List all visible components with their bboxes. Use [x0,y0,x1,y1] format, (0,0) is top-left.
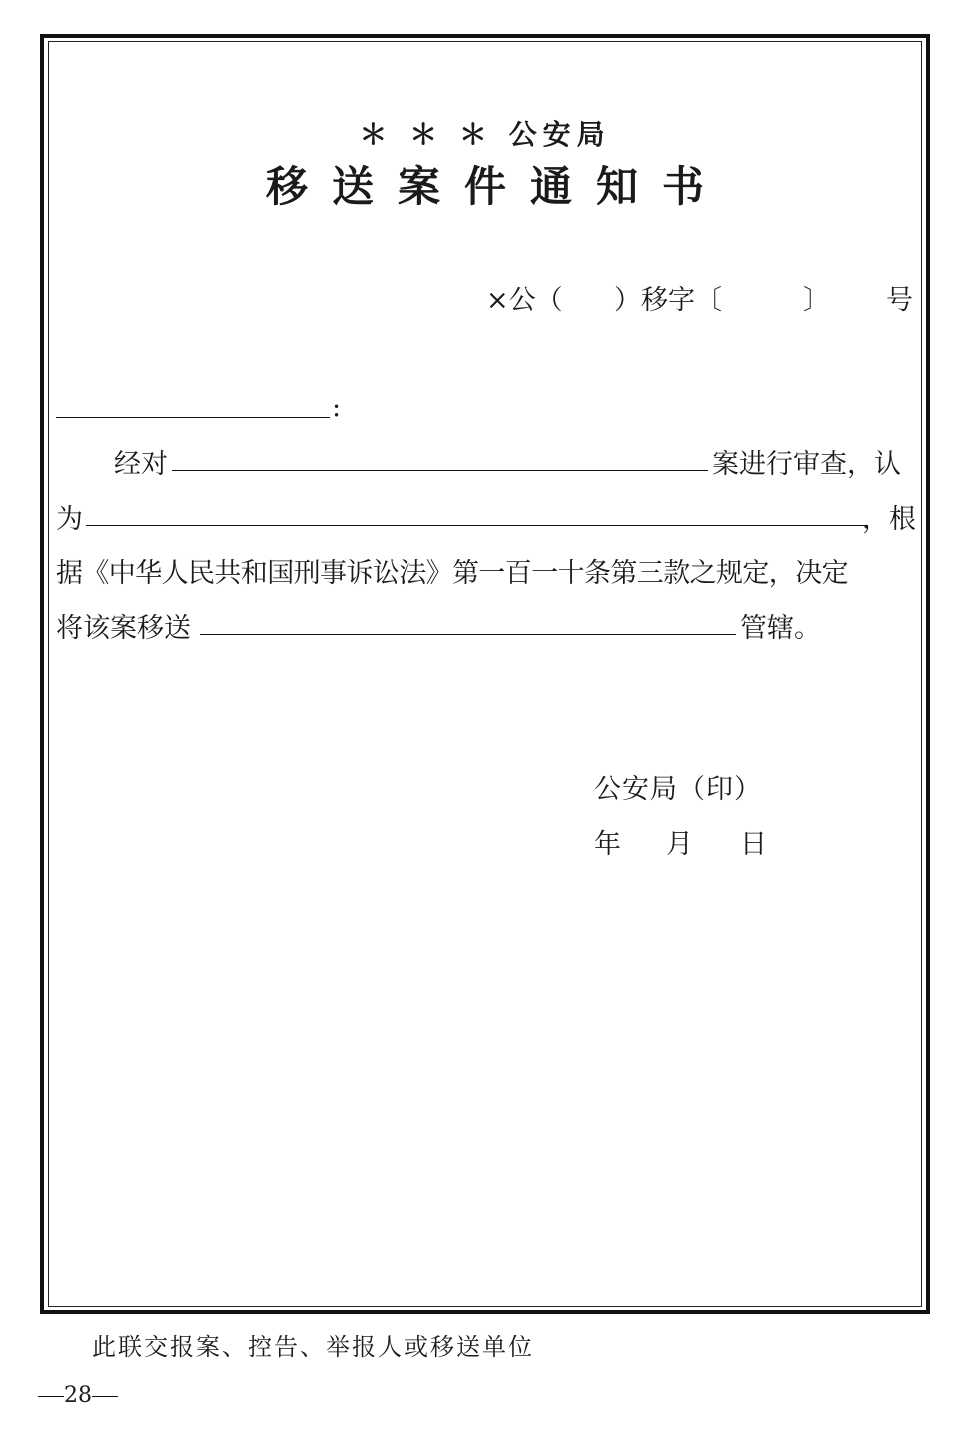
page-dash-left [38,1396,64,1397]
inner-border [48,41,922,1307]
seal-label: 公安局（印） [594,774,762,805]
case-name-blank[interactable] [172,470,708,471]
footer-note: 此联交报案、控告、举报人或移送单位 [92,1333,534,1361]
doc-number-suffix: 〕 [803,285,830,316]
transfer-target-blank[interactable] [200,634,736,635]
addressee-blank[interactable] [56,417,330,418]
body-line2-start: 为 [56,504,83,535]
page-dash-right [92,1396,118,1397]
body-line4-end: 管辖。 [740,613,821,644]
page-number [38,1383,118,1408]
date-day: 日 [740,829,767,860]
body-line3: 据《中华人民共和国刑事诉讼法》第一百一十条第三款之规定，决定 [56,558,848,589]
doc-number-prefix: ×公（ [486,285,563,316]
doc-number-hao: 号 [886,285,913,316]
date-year: 年 [594,829,621,860]
addressee-colon: : [332,392,342,423]
date-month: 月 [666,829,693,860]
reason-blank[interactable] [86,525,868,526]
agency-name: ＊ ＊ ＊ 公安局 [359,118,611,151]
body-line1-end: 案进行审查，认 [712,449,901,480]
page-number-value: 28 [64,1383,92,1408]
document-title: 移送案件通知书 [265,162,728,211]
doc-number-middle: ）移字〔 [614,285,722,316]
body-line2-end: ，根 [862,504,916,535]
body-line4-start: 将该案移送 [56,613,191,644]
body-line1-start: 经对 [114,449,168,480]
